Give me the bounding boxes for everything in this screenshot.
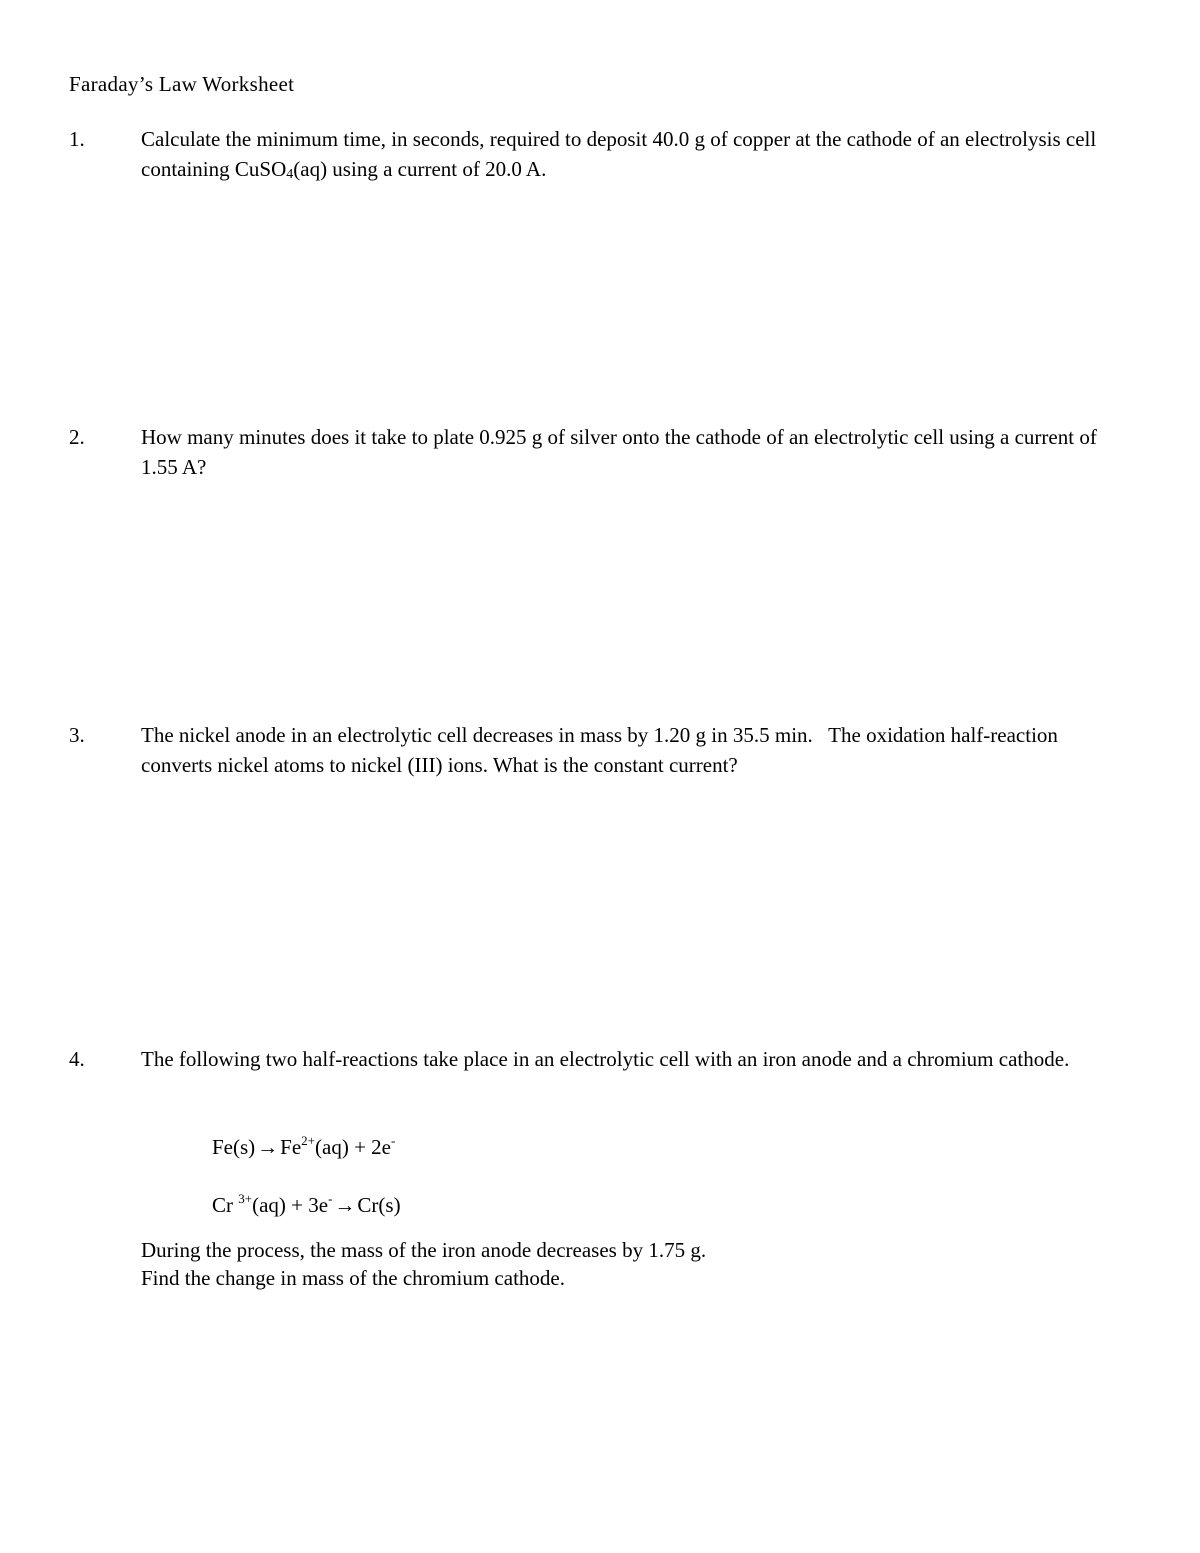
question-4-details [141,1236,1131,1292]
question-1-subscript: 4 [286,167,294,182]
eq1-electron-charge: - [391,1133,396,1148]
question-4-line-1: During the process, the mass of the iron anode decreases by 1.75 g. [141,1238,707,1262]
question-3-text: The nickel anode in an electrolytic cell decreases in mass by 1.20 g in 35.5 min. The oxidation half-reaction converts nickel atoms to nickel (III) ions. What is the constant current? [141,723,1064,777]
eq2-charge: 3+ [238,1191,253,1206]
question-1-text-end: (aq) using a current of 20.0 A. [293,157,547,181]
eq2-rest: (aq) + 3e [252,1193,329,1217]
question-1-text-main: Calculate the minimum time, in seconds, required to deposit 40.0 g of copper at the cathode of an electrolysis cell containing CuSO [141,127,1097,181]
question-1-text [141,124,1131,190]
eq1-arrow: → [257,1135,279,1159]
half-reaction-iron [212,1126,395,1162]
question-2-text: How many minutes does it take to plate 0.925 g of silver onto the cathode of an electrolytic cell using a current of 1.55 A? [141,425,1097,479]
question-4-number: 4. [69,1047,85,1071]
eq2-product: Cr(s) [357,1193,401,1217]
worksheet-title: Faraday’s Law Worksheet [69,72,295,96]
question-4-line-2: Find the change in mass of the chromium cathode. [141,1266,565,1290]
question-3-number: 3. [69,723,85,747]
eq2-reactant: Cr [212,1193,239,1217]
question-4-text: The following two half-reactions take place in an electrolytic cell with an iron anode and a chromium cathode. [141,1047,1070,1071]
eq1-product: Fe [280,1135,302,1159]
eq2-electron-charge: - [328,1191,333,1206]
eq1-rest: (aq) + 2e [315,1135,391,1159]
eq1-reactant: Fe(s) [212,1135,256,1159]
eq1-charge: 2+ [301,1133,316,1148]
eq2-arrow: → [334,1193,356,1217]
question-1-number: 1. [69,127,85,151]
question-2-number: 2. [69,425,85,449]
half-reaction-chromium [212,1184,401,1220]
